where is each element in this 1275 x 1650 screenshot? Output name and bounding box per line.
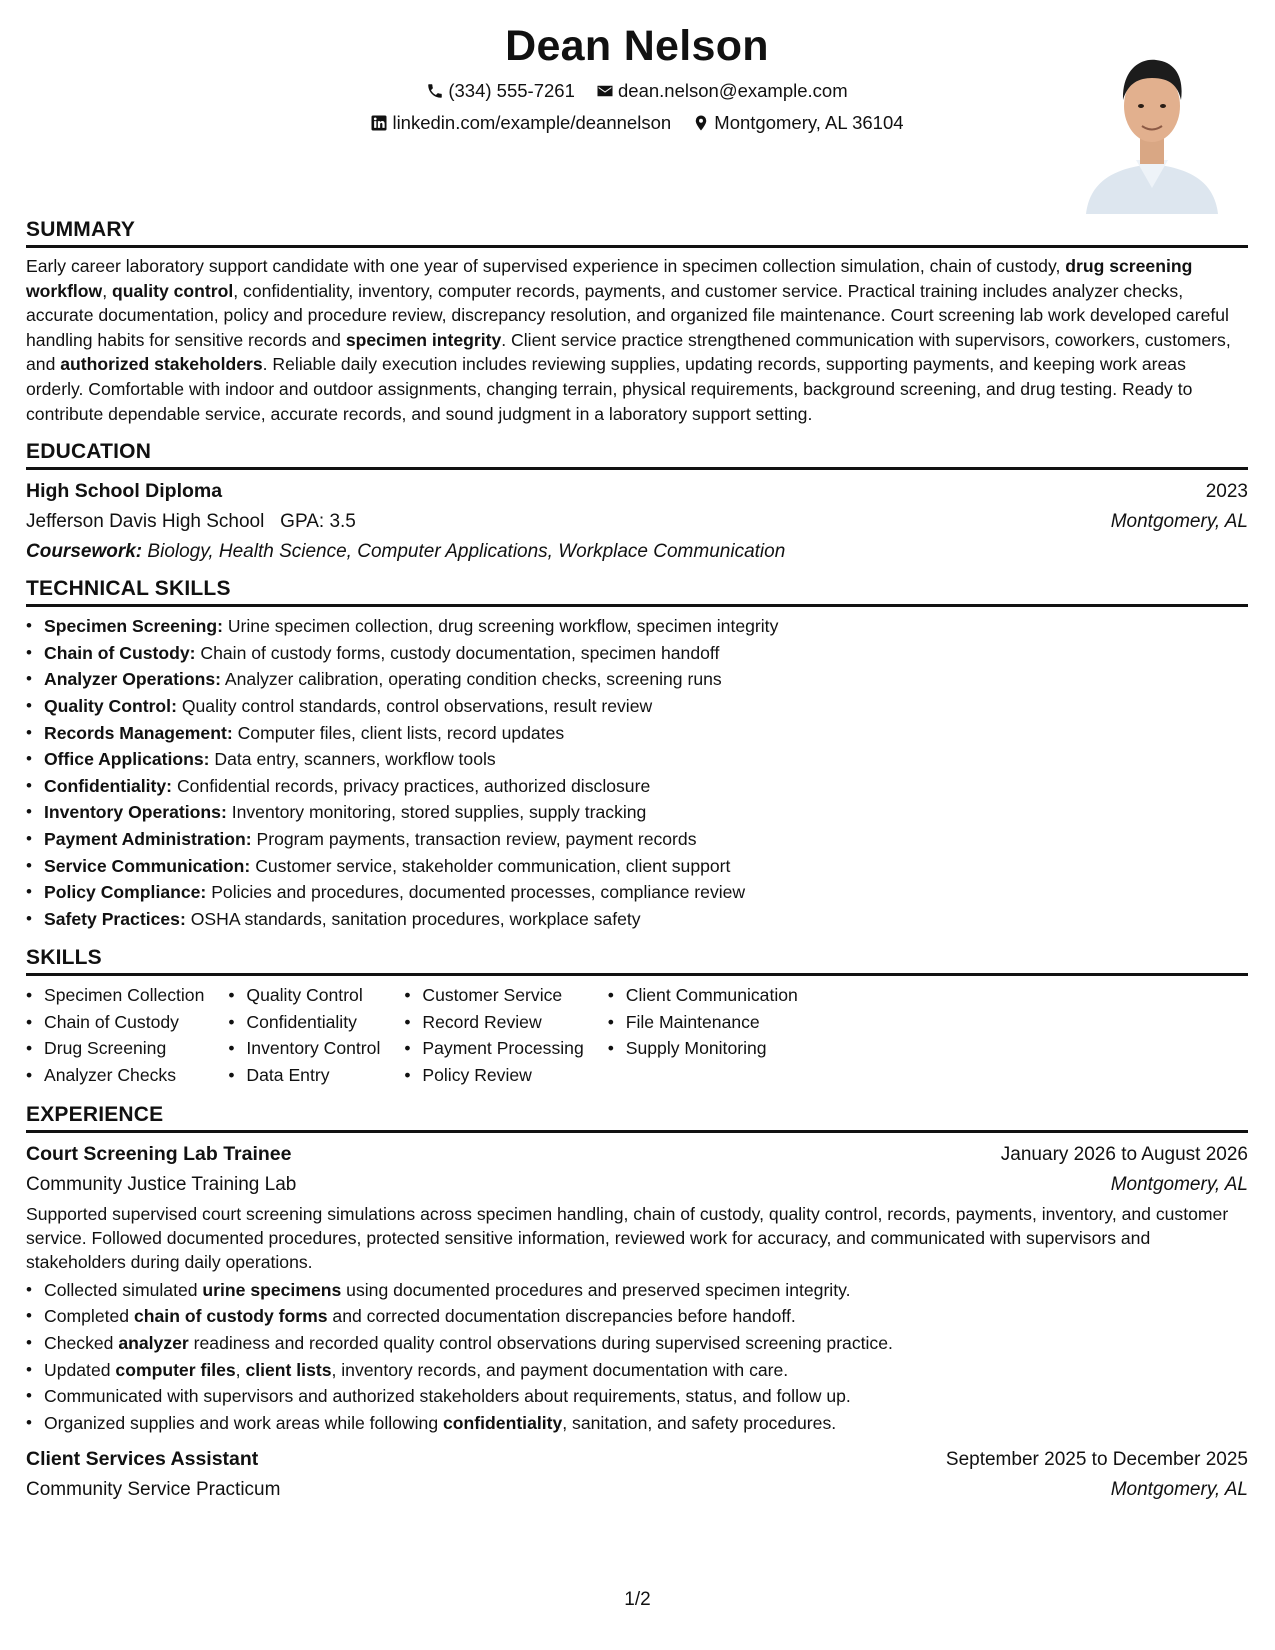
job-organization: Community Justice Training Lab	[26, 1173, 297, 1195]
list-item	[26, 720, 1248, 747]
resume-header	[26, 0, 1248, 218]
contact-phone[interactable]	[426, 80, 575, 102]
job-title: Court Screening Lab Trainee	[26, 1142, 292, 1165]
summary-text-part: , confidentiality, inventory, computer records, payments, and customer service. Practical training includes analyzer checks, accurate documentation, policy and procedure review, discrepancy resolution, and organized file maintenance. Court screening lab work developed careful handling habits for sensitive records and	[26, 280, 1229, 350]
job-org-row	[26, 1170, 1248, 1200]
coursework	[26, 541, 1248, 563]
resume-page	[26, 0, 1248, 1650]
technical-skills-list	[26, 613, 1248, 932]
skill-label: Office Applications:	[44, 749, 210, 770]
job-entry	[26, 1139, 1248, 1437]
skill-label: Payment Administration:	[44, 828, 252, 849]
technical-skills-heading: TECHNICAL SKILLS	[26, 577, 1248, 607]
skill-label: Inventory Operations:	[44, 802, 227, 823]
list-item: • Client Communication	[608, 982, 798, 1009]
gpa: GPA: 3.5	[280, 511, 356, 533]
list-item	[26, 773, 1248, 800]
list-item: • File Maintenance	[608, 1009, 798, 1036]
contact-row-2	[26, 112, 1248, 137]
job-org-row	[26, 1475, 1248, 1505]
bullet-highlight: urine specimens	[202, 1279, 342, 1300]
bullet-highlight: client lists	[245, 1359, 332, 1380]
list-item	[26, 1330, 1248, 1357]
summary-highlight: specimen integrity	[345, 329, 502, 350]
skill-text: Confidential records, privacy practices, authorized disclosure	[176, 775, 651, 796]
education-degree-row	[26, 476, 1248, 507]
list-item: • Specimen Collection	[26, 982, 204, 1009]
coursework-list: Biology, Health Science, Computer Applications, Workplace Communication	[147, 541, 786, 563]
skill-text: Inventory monitoring, stored supplies, supply tracking	[231, 802, 647, 823]
bullet-highlight: analyzer	[118, 1333, 189, 1354]
list-item: • Analyzer Checks	[26, 1062, 204, 1089]
phone-text: (334) 555-7261	[448, 80, 575, 101]
bullet-text: readiness and recorded quality control observations during supervised screening practice.	[188, 1333, 893, 1354]
bullet-text: Updated	[44, 1359, 116, 1380]
contact-location	[692, 112, 903, 134]
list-item: • Drug Screening	[26, 1035, 204, 1062]
experience-heading: EXPERIENCE	[26, 1103, 1248, 1133]
bullet-text: Checked	[44, 1333, 119, 1354]
list-item	[26, 906, 1248, 933]
list-item	[26, 879, 1248, 906]
list-item: • Supply Monitoring	[608, 1035, 798, 1062]
candidate-name: Dean Nelson	[505, 22, 769, 70]
linkedin-text: linkedin.com/example/deannelson	[392, 112, 672, 133]
skills-column-2	[228, 982, 380, 1088]
job-description: Supported supervised court screening simulations across specimen handling, chain of custody, quality control, records, payments, inventory, and customer service. Followed documented procedures, protected sensitive information, reviewed work for accuracy, and communicated with supervisors and stakeholders during daily operations.	[26, 1203, 1229, 1273]
job-title: Client Services Assistant	[26, 1448, 259, 1471]
bullet-text: and corrected documentation discrepancies before handoff.	[327, 1306, 796, 1327]
list-item	[26, 1277, 1248, 1304]
summary-section	[26, 218, 1248, 426]
bullet-highlight: chain of custody forms	[133, 1306, 328, 1327]
skill-label: Specimen Screening:	[44, 616, 223, 637]
bullet-text: ,	[235, 1359, 246, 1380]
contact-email[interactable]	[596, 80, 848, 102]
skill-text: Urine specimen collection, drug screening workflow, specimen integrity	[227, 616, 779, 637]
job-dates: September 2025 to December 2025	[945, 1449, 1248, 1471]
skill-label: Records Management:	[44, 722, 233, 743]
skill-text: Policies and procedures, documented processes, compliance review	[211, 882, 746, 903]
job-dates: January 2026 to August 2026	[1000, 1143, 1248, 1165]
list-item	[26, 693, 1248, 720]
summary-text-part: . Reliable daily execution includes reviewing supplies, updating records, supporting payments, and keeping work areas orderly. Comfortable with indoor and outdoor assignments, changing terrain, physical requirements, background screening, and drug testing. Ready to contribute dependable service, accurate records, and sound judgment in a laboratory support setting.	[26, 354, 1193, 424]
skill-text: OSHA standards, sanitation procedures, workplace safety	[190, 908, 641, 929]
list-item: • Data Entry	[228, 1062, 380, 1089]
skill-label: Safety Practices:	[44, 908, 186, 929]
job-title-row	[26, 1139, 1248, 1170]
education-section	[26, 440, 1248, 563]
skill-text: Computer files, client lists, record updates	[237, 722, 565, 743]
graduation-year: 2023	[1205, 481, 1248, 503]
bullet-text: using documented procedures and preserved specimen integrity.	[341, 1279, 851, 1300]
skill-text: Analyzer calibration, operating condition checks, screening runs	[224, 669, 722, 690]
skill-label: Confidentiality:	[44, 775, 173, 796]
technical-skills-section	[26, 577, 1248, 932]
bullet-text: Organized supplies and work areas while following	[44, 1412, 444, 1433]
experience-section	[26, 1103, 1248, 1506]
list-item	[26, 666, 1248, 693]
school-location: Montgomery, AL	[1110, 511, 1248, 533]
skills-section	[26, 946, 1248, 1088]
list-item: • Quality Control	[228, 982, 380, 1009]
job-organization: Community Service Practicum	[26, 1479, 281, 1501]
list-item: • Confidentiality	[228, 1009, 380, 1036]
job-location: Montgomery, AL	[1110, 1173, 1248, 1195]
bullet-highlight: computer files	[115, 1359, 236, 1380]
list-item	[26, 1410, 1248, 1437]
summary-highlight: quality control	[112, 280, 234, 301]
list-item	[26, 1357, 1248, 1384]
linkedin-icon	[370, 114, 388, 132]
profile-photo	[1066, 42, 1238, 214]
list-item	[26, 799, 1248, 826]
summary-highlight: authorized stakeholders	[60, 354, 263, 375]
bullet-text: Communicated with supervisors and authorized stakeholders about requirements, status, and follow up.	[44, 1386, 851, 1407]
skill-label: Analyzer Operations:	[44, 669, 221, 690]
bullet-text: Completed	[44, 1306, 134, 1327]
job-title-row	[26, 1444, 1248, 1475]
skill-text: Program payments, transaction review, payment records	[256, 828, 697, 849]
school-name: Jefferson Davis High School	[26, 511, 265, 533]
skill-label: Service Communication:	[44, 855, 251, 876]
bullet-text: , inventory records, and payment documentation with care.	[331, 1359, 789, 1380]
page-number: 1/2	[624, 1589, 651, 1610]
envelope-icon	[596, 82, 614, 100]
list-item	[26, 1383, 1248, 1410]
skill-text: Data entry, scanners, workflow tools	[214, 749, 496, 770]
school-info	[26, 507, 356, 537]
job-location: Montgomery, AL	[1110, 1479, 1248, 1501]
list-item	[26, 853, 1248, 880]
degree-name: High School Diploma	[26, 480, 223, 503]
contact-linkedin[interactable]	[370, 112, 671, 134]
list-item: • Payment Processing	[404, 1035, 583, 1062]
list-item: • Policy Review	[404, 1062, 583, 1089]
summary-text-part: . Client service practice strengthened communication with supervisors, coworkers, customers, and	[26, 329, 1231, 375]
list-item	[26, 746, 1248, 773]
skill-label: Chain of Custody:	[44, 642, 196, 663]
list-item: • Inventory Control	[228, 1035, 380, 1062]
location-text: Montgomery, AL 36104	[714, 112, 904, 133]
list-item: • Record Review	[404, 1009, 583, 1036]
skills-column-3	[404, 982, 583, 1088]
skill-label: Quality Control:	[44, 695, 177, 716]
bullet-text: Collected simulated	[44, 1279, 203, 1300]
job-entry	[26, 1444, 1248, 1505]
skill-text: Chain of custody forms, custody documentation, specimen handoff	[200, 642, 720, 663]
summary-text-part: Early career laboratory support candidate with one year of supervised experience in specimen collection simulation, chain of custody,	[26, 256, 1066, 276]
list-item	[26, 826, 1248, 853]
list-item: • Chain of Custody	[26, 1009, 204, 1036]
summary-text-part: ,	[102, 280, 113, 301]
phone-icon	[426, 82, 444, 100]
skill-label: Policy Compliance:	[44, 882, 207, 903]
skill-text: Customer service, stakeholder communication, client support	[255, 855, 731, 876]
summary-heading: SUMMARY	[26, 218, 1248, 248]
skill-text: Quality control standards, control observations, result review	[181, 695, 653, 716]
job-bullets	[26, 1277, 1248, 1437]
map-pin-icon	[692, 114, 710, 132]
skills-column-4	[608, 982, 798, 1088]
contact-row-1	[26, 80, 1248, 105]
summary-highlight: drug screening workflow	[26, 256, 1193, 301]
summary-text	[26, 254, 1248, 426]
bullet-text: , sanitation, and safety procedures.	[562, 1412, 837, 1433]
list-item	[26, 613, 1248, 640]
education-school-row	[26, 507, 1248, 537]
skills-column-1	[26, 982, 204, 1088]
bullet-highlight: confidentiality	[443, 1412, 563, 1433]
education-heading: EDUCATION	[26, 440, 1248, 470]
list-item	[26, 1303, 1248, 1330]
list-item	[26, 640, 1248, 667]
skills-grid	[26, 982, 1248, 1088]
email-text: dean.nelson@example.com	[618, 80, 848, 101]
skills-heading: SKILLS	[26, 946, 1248, 976]
coursework-label: Coursework:	[26, 541, 143, 563]
list-item: • Customer Service	[404, 982, 583, 1009]
